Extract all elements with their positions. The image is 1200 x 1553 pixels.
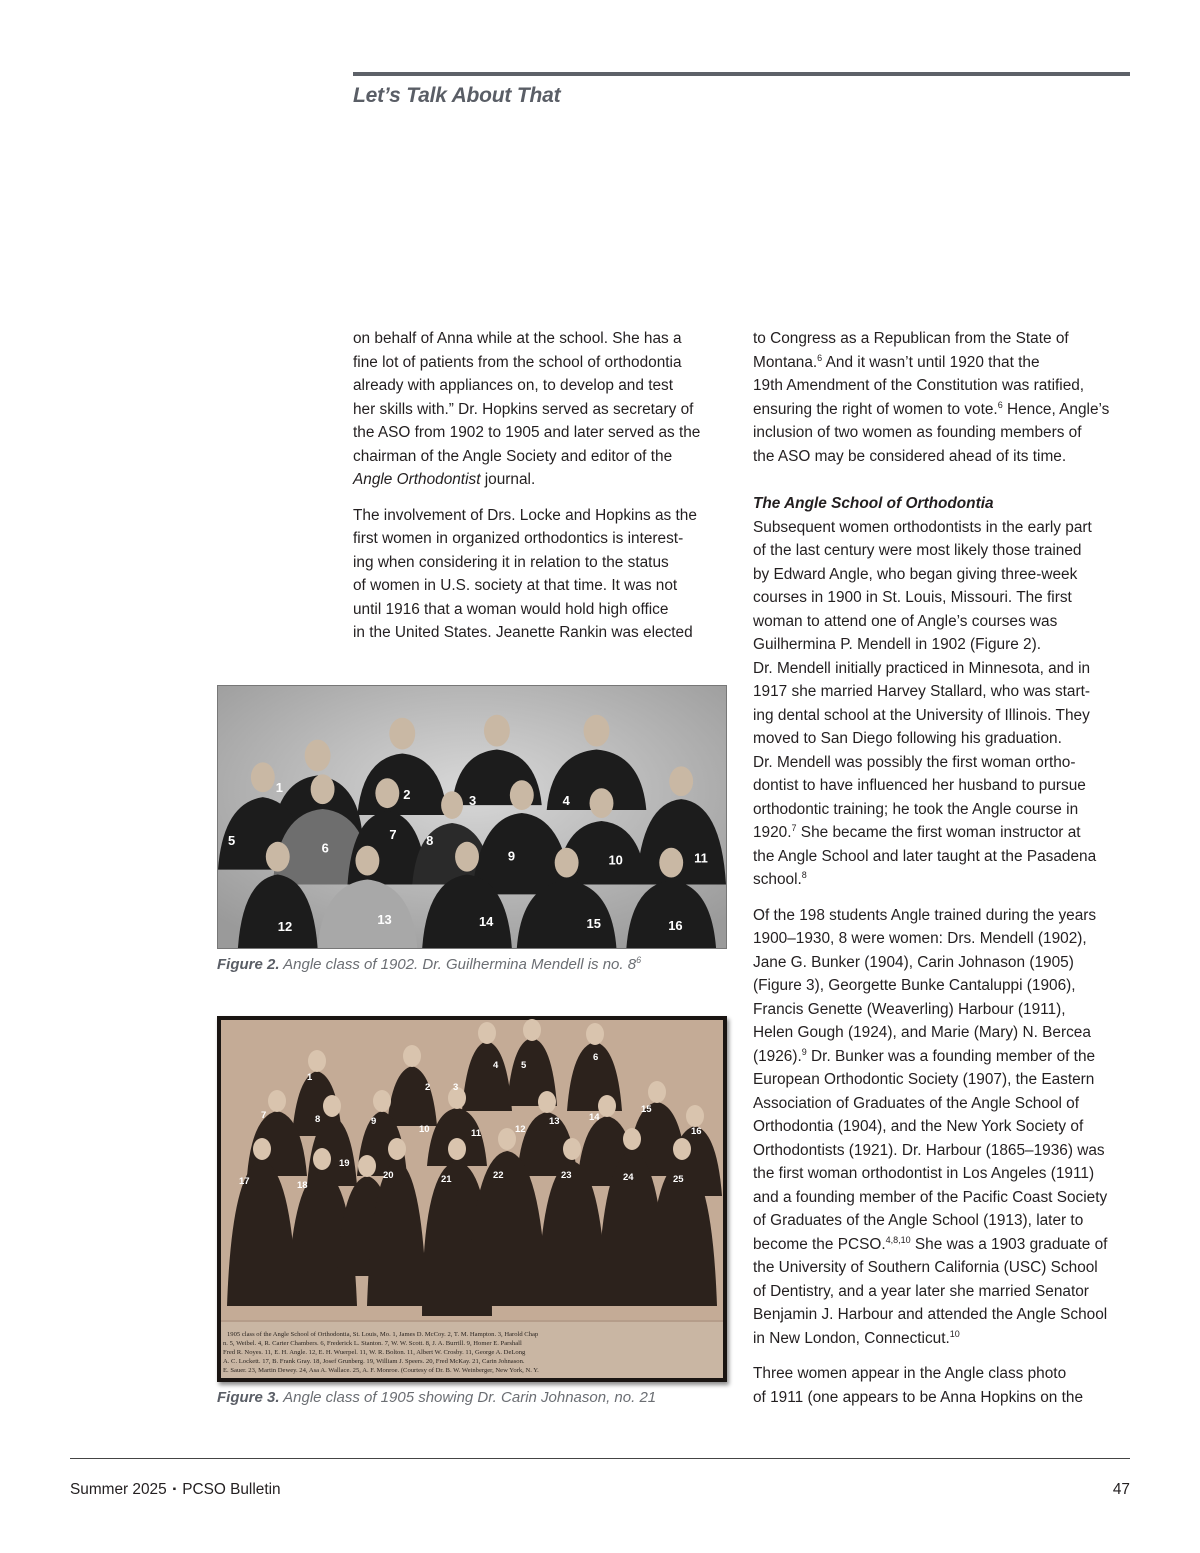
person-number: 4 bbox=[493, 1060, 499, 1071]
text-line: Dr. Mendell was possibly the first woman ortho- bbox=[753, 753, 1076, 771]
text-fragment: Hence, Angle’s bbox=[1002, 400, 1110, 418]
text-fragment: Montana. bbox=[753, 353, 818, 371]
person-number: 6 bbox=[321, 840, 329, 856]
person-number: 22 bbox=[493, 1170, 504, 1181]
text-fragment: become the PCSO. bbox=[753, 1235, 886, 1253]
person-number: 20 bbox=[383, 1170, 394, 1181]
text-line: European Orthodontic Society (1907), the Eastern bbox=[753, 1071, 1095, 1088]
person-number: 6 bbox=[593, 1052, 599, 1063]
text-line bbox=[753, 821, 1133, 845]
footnote-ref: 6 bbox=[997, 399, 1003, 410]
person-number: 25 bbox=[673, 1174, 684, 1185]
text-line: of 1911 (one appears to be Anna Hopkins on the bbox=[753, 1388, 1084, 1406]
person-number: 9 bbox=[371, 1116, 377, 1127]
person-number: 12 bbox=[515, 1124, 526, 1135]
text-fragment: She became the first woman instructor at bbox=[796, 824, 1081, 841]
person-number: 1 bbox=[275, 780, 283, 796]
figure-2-caption bbox=[217, 956, 641, 973]
person-number: 14 bbox=[478, 914, 494, 930]
text-line: The involvement of Drs. Locke and Hopkins as the bbox=[353, 506, 697, 524]
text-line: of Graduates of the Angle School (1913), later to bbox=[753, 1212, 1084, 1229]
person-number: 23 bbox=[561, 1170, 572, 1181]
photo-caption-line: 1905 class of the Angle School of Orthodontia, St. Louis, Mo. 1, James D. McCoy. 2, T. M. Hampton. 3, Harold Chap bbox=[227, 1331, 539, 1338]
person-number: 4 bbox=[562, 793, 570, 809]
text-fragment: 1920. bbox=[753, 824, 792, 841]
photo-caption-line: A. C. Lockett. 17, B. Frank Gray. 18, Josef Grunberg. 19, William J. Speers. 20, Fred McKay. 21, Carin Johnason. bbox=[223, 1358, 525, 1365]
person-number: 11 bbox=[694, 850, 708, 866]
footnote-ref: 7 bbox=[791, 823, 797, 833]
person-number: 9 bbox=[507, 848, 516, 864]
text-fragment: And it wasn’t until 1920 that the bbox=[822, 353, 1040, 371]
text-line: orthodontic training; he took the Angle course in bbox=[753, 800, 1079, 818]
right-paragraph-3 bbox=[753, 904, 1133, 1351]
text-line: chairman of the Angle Society and editor of the bbox=[353, 447, 673, 465]
figure-3-photo bbox=[217, 1016, 727, 1382]
person-number: 8 bbox=[315, 1114, 321, 1125]
text-line: dontist to have influenced her husband to pursue bbox=[753, 777, 1086, 794]
person-number: 13 bbox=[549, 1116, 560, 1127]
person-number: 19 bbox=[339, 1158, 350, 1169]
figure-label: Figure 3. bbox=[217, 1389, 280, 1406]
left-paragraph-2 bbox=[353, 504, 723, 645]
figure-2-image bbox=[218, 686, 726, 948]
person-number: 11 bbox=[471, 1128, 482, 1139]
left-paragraph-1 bbox=[353, 327, 723, 492]
text-fragment: Dr. Bunker was a founding member of the bbox=[806, 1047, 1096, 1065]
figure-2-photo bbox=[217, 685, 727, 949]
text-line: already with appliances on, to develop and test bbox=[353, 377, 673, 394]
right-paragraph-2 bbox=[753, 492, 1133, 892]
text-line: Dr. Mendell initially practiced in Minnesota, and in bbox=[753, 659, 1091, 677]
person-number: 17 bbox=[239, 1176, 250, 1187]
section-title: Let’s Talk About That bbox=[353, 84, 561, 107]
person-number: 10 bbox=[608, 852, 623, 868]
text-line bbox=[753, 1327, 1133, 1351]
person-number: 21 bbox=[441, 1174, 452, 1185]
text-fragment: She was a 1903 graduate of bbox=[910, 1235, 1108, 1253]
text-line: woman to attend one of Angle’s courses was bbox=[753, 612, 1058, 630]
text-line: the Angle School and later taught at the Pasadena bbox=[753, 847, 1097, 865]
right-paragraph-1 bbox=[753, 327, 1133, 468]
text-line: courses in 1900 in St. Louis, Missouri. The first bbox=[753, 589, 1072, 606]
person-number: 18 bbox=[297, 1180, 308, 1191]
text-line bbox=[753, 1233, 1133, 1257]
text-line: of Dentistry, and a year later she married Senator bbox=[753, 1282, 1089, 1300]
text-line bbox=[753, 868, 1133, 892]
text-line: inclusion of two women as founding members of bbox=[753, 424, 1082, 441]
text-line: and a founding member of the Pacific Coast Society bbox=[753, 1188, 1108, 1206]
footnote-ref: 9 bbox=[801, 1046, 807, 1057]
footer-publication bbox=[70, 1481, 281, 1499]
text-line bbox=[753, 398, 1133, 422]
person-number: 7 bbox=[261, 1110, 267, 1121]
person-number: 12 bbox=[277, 919, 293, 935]
text-line bbox=[353, 468, 723, 492]
publication-name: PCSO Bulletin bbox=[182, 1481, 281, 1498]
left-column bbox=[353, 327, 723, 657]
text-line: Orthodontia (1904), and the New York Society of bbox=[753, 1118, 1084, 1135]
text-line: Jane G. Bunker (1904), Carin Johnason (1905) bbox=[753, 953, 1074, 971]
person-number: 8 bbox=[426, 832, 434, 848]
person-number: 15 bbox=[641, 1104, 652, 1115]
right-paragraph-4 bbox=[753, 1362, 1133, 1409]
journal-title: Angle Orthodontist bbox=[353, 471, 481, 488]
text-line: moved to San Diego following his graduation. bbox=[753, 730, 1062, 747]
header-rule bbox=[353, 72, 1130, 76]
photo-caption-line: Fred R. Noyes. 11, E. H. Angle. 12, E. H. Wuerpel. 11, W. R. Bolton. 11, Albert W. Crosby. 11, George A. DeLong bbox=[223, 1349, 526, 1356]
text-line: on behalf of Anna while at the school. She has a bbox=[353, 330, 682, 347]
text-line: 19th Amendment of the Constitution was ratified, bbox=[753, 377, 1085, 394]
person-number: 13 bbox=[377, 912, 392, 928]
footnote-ref: 4,8,10 bbox=[885, 1234, 911, 1245]
text-line: ing dental school at the University of Illinois. They bbox=[753, 706, 1090, 724]
text-line: Association of Graduates of the Angle School of bbox=[753, 1094, 1079, 1112]
figure-3-caption bbox=[217, 1389, 656, 1406]
text-line: (Figure 3), Georgette Bunke Cantaluppi (1906), bbox=[753, 977, 1076, 994]
caption-text: Angle class of 1902. Dr. Guilhermina Mendell is no. 8 bbox=[279, 956, 637, 973]
text-line: her skills with.” Dr. Hopkins served as secretary of bbox=[353, 400, 694, 418]
person-number: 15 bbox=[586, 916, 601, 932]
issue-label: Summer 2025 bbox=[70, 1481, 167, 1498]
person-number: 14 bbox=[589, 1112, 600, 1123]
person-number: 16 bbox=[691, 1126, 702, 1137]
text-line: fine lot of patients from the school of orthodontia bbox=[353, 353, 682, 371]
text-line: Benjamin J. Harbour and attended the Angle School bbox=[753, 1306, 1108, 1323]
text-fragment: journal. bbox=[480, 471, 536, 488]
person-number: 2 bbox=[403, 787, 411, 803]
caption-text: Angle class of 1905 showing Dr. Carin Johnason, no. 21 bbox=[279, 1389, 657, 1406]
text-line: Subsequent women orthodontists in the early part bbox=[753, 518, 1092, 536]
person-number: 5 bbox=[521, 1060, 527, 1071]
footnote-ref: 6 bbox=[636, 955, 642, 965]
person-number: 10 bbox=[419, 1124, 430, 1135]
text-line bbox=[753, 1045, 1133, 1069]
text-line: ing when considering it in relation to the status bbox=[353, 553, 669, 571]
person-number: 16 bbox=[668, 918, 683, 934]
person-number: 7 bbox=[389, 826, 397, 842]
person-number: 24 bbox=[623, 1172, 634, 1183]
person-number: 5 bbox=[227, 832, 236, 848]
photo-caption-line: n. 5, Weibel. 4, R. Carter Chambers. 6, Frederick L. Stanton. 7, W. W. Scott. 8, J. A. Burrill. 9, Homer E. Parshall bbox=[223, 1340, 522, 1347]
text-fragment: ensuring the right of women to vote. bbox=[753, 400, 998, 418]
text-line: the ASO from 1902 to 1905 and later served as the bbox=[353, 424, 701, 441]
footnote-ref: 6 bbox=[817, 352, 823, 363]
text-line: of the last century were most likely those trained bbox=[753, 542, 1082, 559]
figure-3-image bbox=[217, 1016, 727, 1382]
person-number: 3 bbox=[453, 1082, 459, 1093]
text-line: Guilhermina P. Mendell in 1902 (Figure 2). bbox=[753, 636, 1042, 653]
text-line: in the United States. Jeanette Rankin was elected bbox=[353, 624, 693, 641]
text-line: first women in organized orthodontics is interest- bbox=[353, 530, 684, 547]
footer-rule bbox=[70, 1458, 1130, 1459]
text-line: Francis Genette (Weaverling) Harbour (1911), bbox=[753, 1000, 1066, 1018]
subsection-heading: The Angle School of Orthodontia bbox=[753, 495, 994, 512]
person-number: 3 bbox=[469, 793, 477, 809]
text-line: until 1916 that a woman would hold high office bbox=[353, 600, 669, 618]
text-line: the first woman orthodontist in Los Angeles (1911) bbox=[753, 1165, 1095, 1182]
person-number: 1 bbox=[307, 1072, 313, 1083]
text-line: Orthodontists (1921). Dr. Harbour (1865–1936) was bbox=[753, 1141, 1105, 1159]
text-line: by Edward Angle, who began giving three-week bbox=[753, 565, 1078, 583]
text-line: the University of Southern California (USC) School bbox=[753, 1259, 1098, 1276]
text-line: the ASO may be considered ahead of its time. bbox=[753, 447, 1067, 465]
photo-caption-line: E. Sauer. 23, Martin Dewey. 24, Asa A. Wallace. 25, A. F. Monroe. (Courtesy of Dr. B. W. Weinberger, New York, N. Y. bbox=[223, 1367, 539, 1374]
text-line: 1900–1930, 8 were women: Drs. Mendell (1902), bbox=[753, 930, 1087, 947]
text-fragment: in New London, Connecticut. bbox=[753, 1329, 950, 1347]
right-column bbox=[753, 327, 1133, 1421]
text-line bbox=[753, 351, 1133, 375]
text-line: of women in U.S. society at that time. It was not bbox=[353, 577, 678, 594]
bullet-icon: ▪ bbox=[172, 1484, 177, 1495]
text-line: 1917 she married Harvey Stallard, who was start- bbox=[753, 683, 1091, 700]
text-fragment: school. bbox=[753, 871, 802, 888]
text-line: Helen Gough (1924), and Marie (Mary) N. Bercea bbox=[753, 1024, 1091, 1041]
text-line: Of the 198 students Angle trained during the years bbox=[753, 906, 1097, 924]
person-number: 2 bbox=[425, 1082, 431, 1093]
footnote-ref: 8 bbox=[801, 870, 807, 880]
text-fragment: (1926). bbox=[753, 1047, 802, 1065]
text-line: to Congress as a Republican from the State of bbox=[753, 330, 1069, 347]
figure-label: Figure 2. bbox=[217, 956, 280, 973]
page-number: 47 bbox=[1112, 1481, 1130, 1498]
text-line: Three women appear in the Angle class photo bbox=[753, 1365, 1067, 1382]
footnote-ref: 10 bbox=[949, 1328, 960, 1339]
